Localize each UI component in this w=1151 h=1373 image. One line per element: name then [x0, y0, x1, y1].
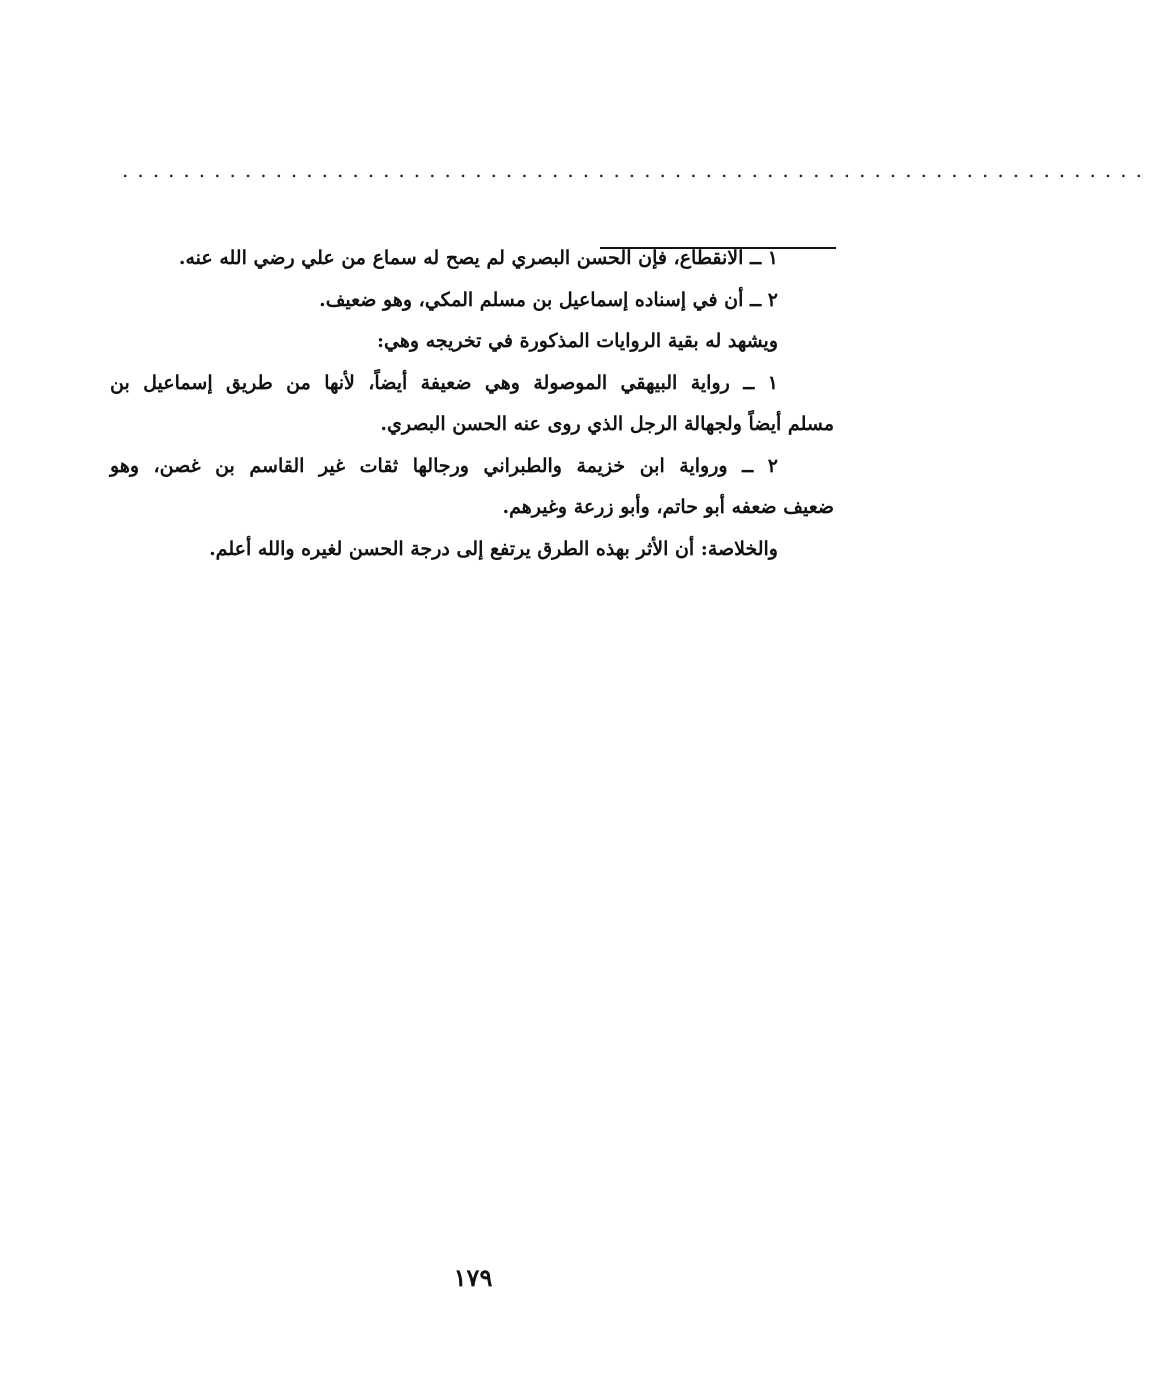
footnote-line-5: مسلم أيضاً ولجهالة الرجل الذي روى عنه الحسن البصري.	[380, 413, 834, 435]
footnote-block	[110, 238, 834, 570]
dotted-separator: ...................................................................	[122, 158, 1151, 182]
footnote-line-1: ١ ــ الانقطاع، فإن الحسن البصري لم يصح له سماع من علي رضي الله عنه.	[178, 247, 778, 269]
page-number: ١٧٩	[453, 1263, 493, 1292]
footnote-line-6: ٢ ــ ورواية ابن خزيمة والطبراني ورجالها ثقات غير القاسم بن غصن، وهو	[110, 454, 778, 477]
footnote-line-3: ويشهد له بقية الروايات المذكورة في تخريجه وهي:	[377, 330, 778, 352]
footnote-line-8: والخلاصة: أن الأثر بهذه الطرق يرتفع إلى درجة الحسن لغيره والله أعلم.	[209, 537, 778, 560]
footnote-line-4: ١ ــ رواية البيهقي الموصولة وهي ضعيفة أيضاً، لأنها من طريق إسماعيل بن	[110, 371, 778, 394]
footnote-line-7: ضعيف ضعفه أبو حاتم، وأبو زرعة وغيرهم.	[502, 496, 834, 518]
footnote-line-2: ٢ ــ أن في إسناده إسماعيل بن مسلم المكي، وهو ضعيف.	[319, 288, 778, 311]
